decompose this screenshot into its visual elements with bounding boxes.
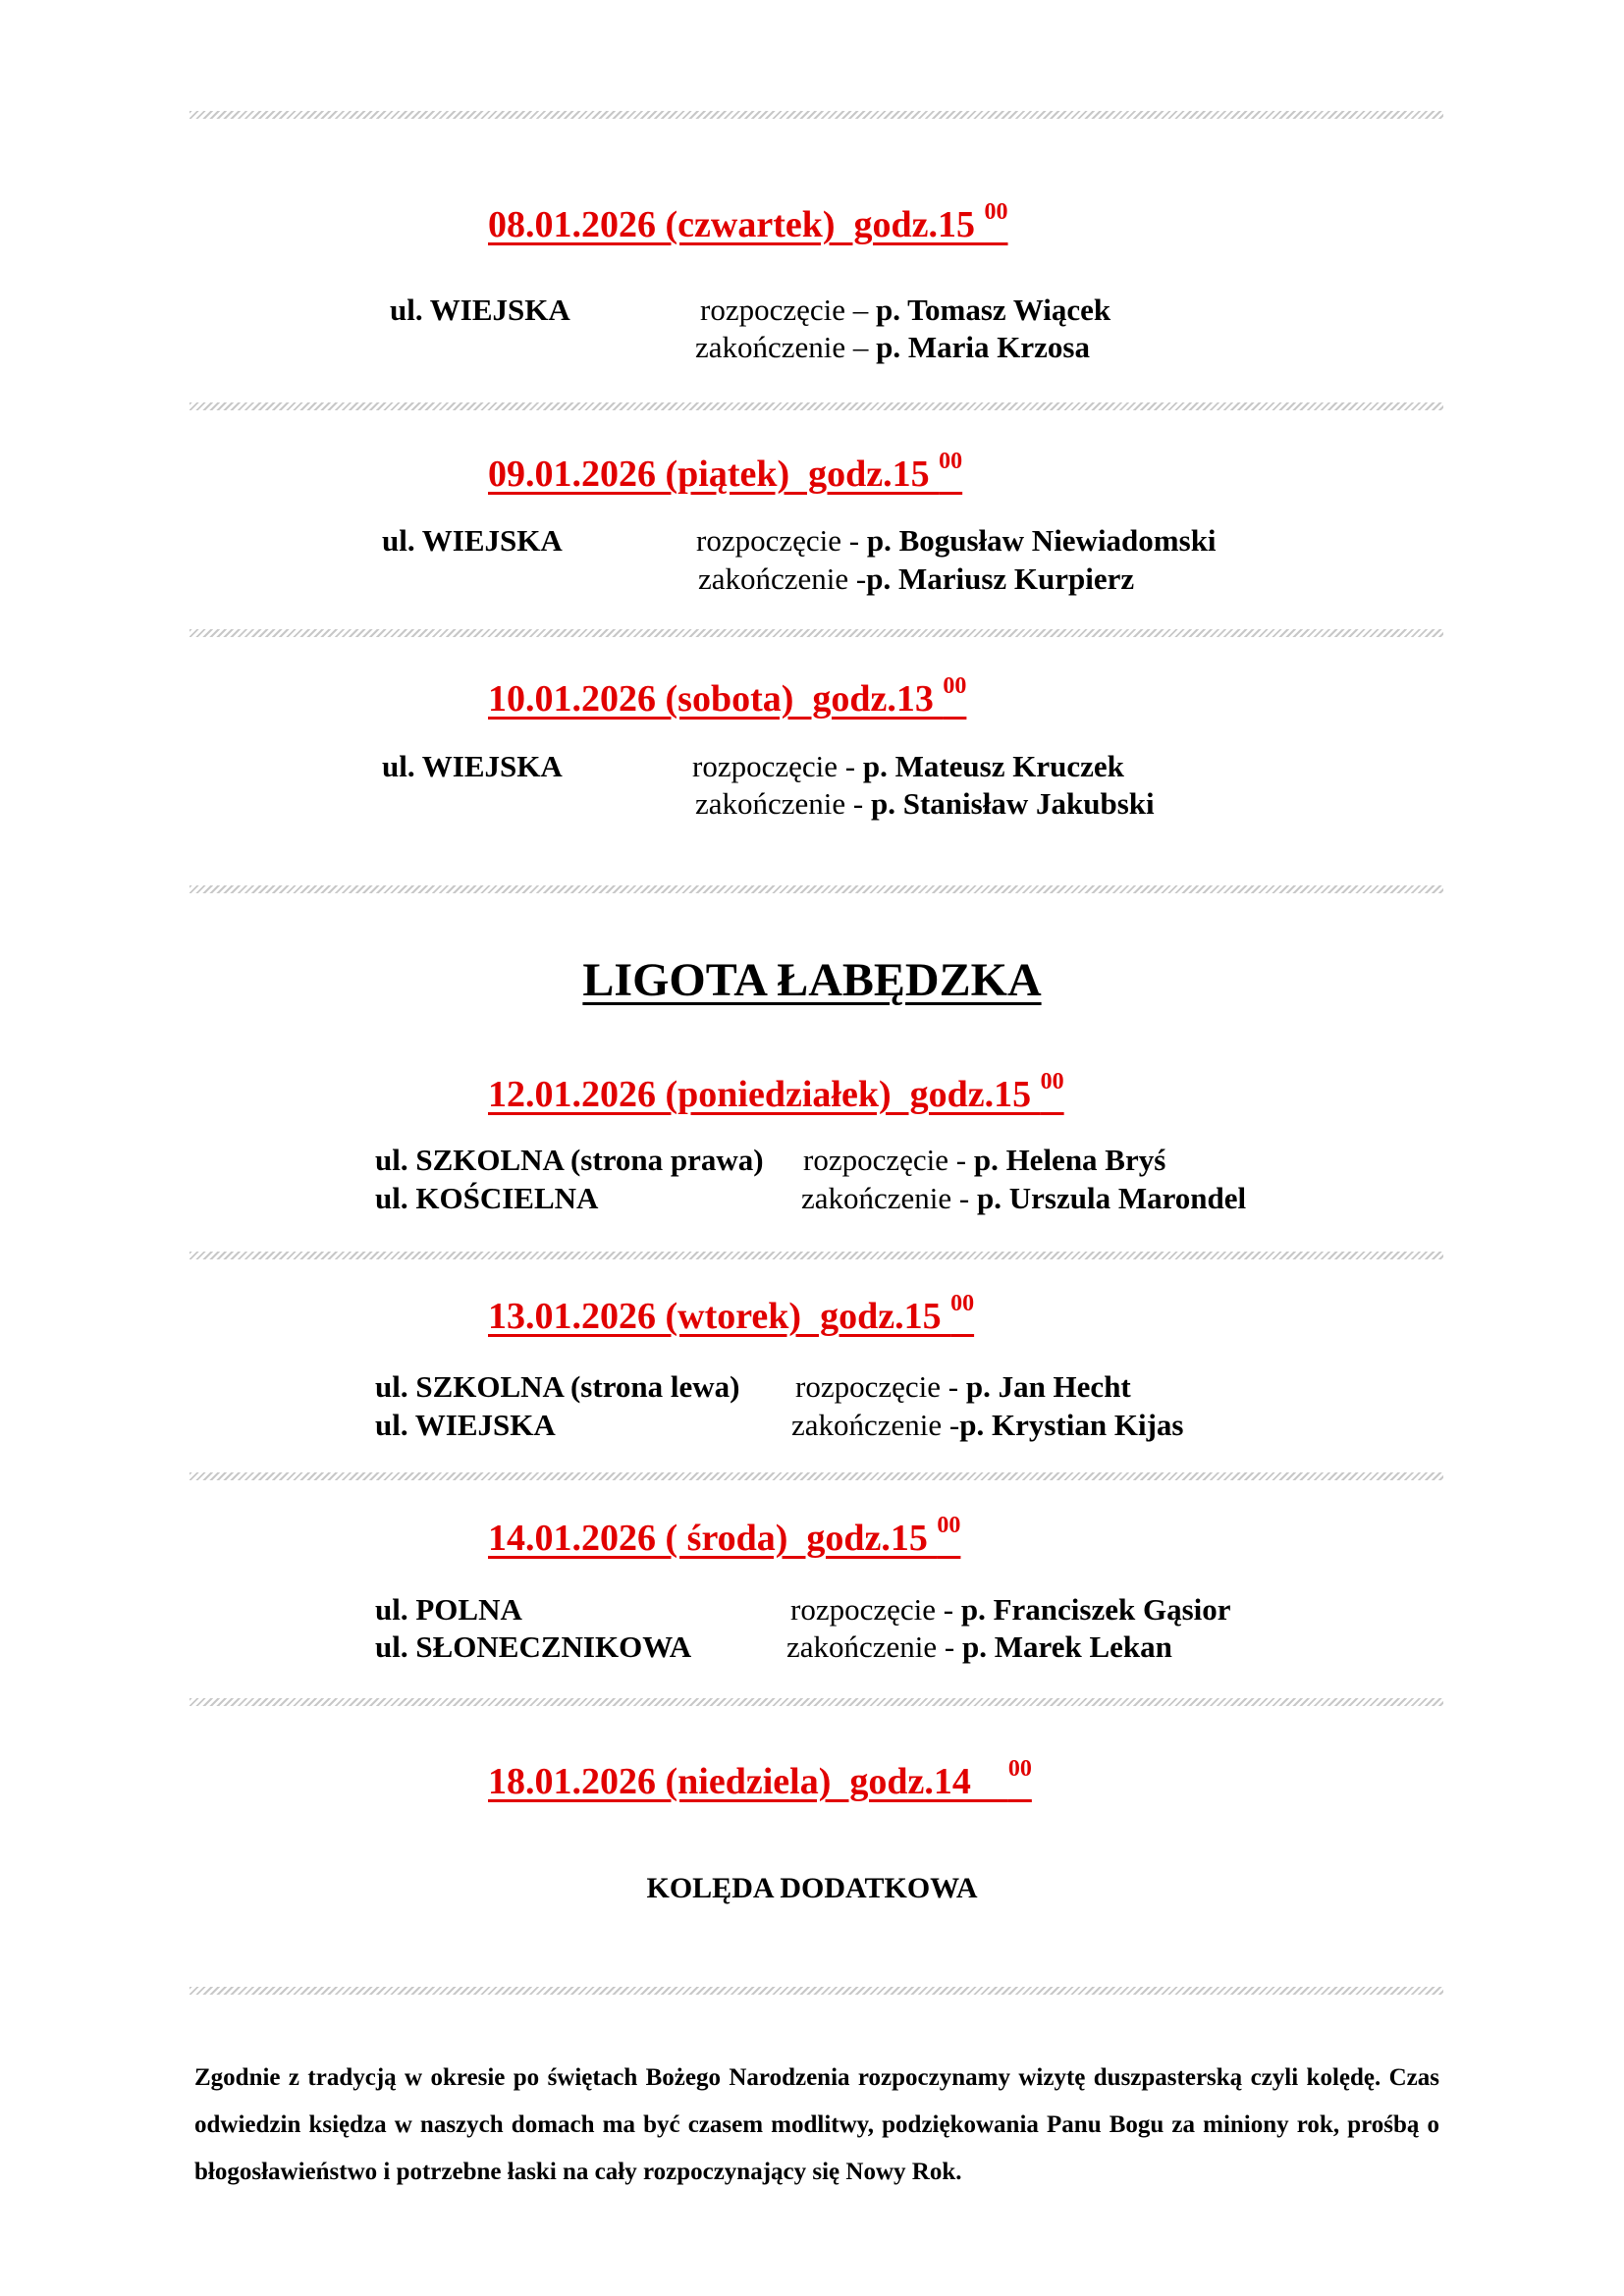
visit-date-heading: 12.01.2026 (poniedziałek) godz.15 $^{00}$ <box>488 1069 1064 1115</box>
assignment-line: rozpoczęcie - p. Helena Bryś <box>803 1143 1166 1177</box>
assignment-line: zakończenie - p. Marek Lekan <box>786 1629 1172 1664</box>
street-name: ul. SZKOLNA (strona prawa) <box>375 1143 764 1177</box>
assignment-line: zakończenie -p. Krystian Kijas <box>791 1408 1184 1442</box>
visit-date-heading: 18.01.2026 (niedziela) godz.14 $^{00}$ <box>488 1756 1032 1802</box>
assignment-line: rozpoczęcie - p. Franciszek Gąsior <box>790 1592 1231 1627</box>
assignment-line: rozpoczęcie - p. Bogusław Niewiadomski <box>696 523 1217 558</box>
visit-date-heading: 10.01.2026 (sobota) godz.13 $^{00}$ <box>488 673 967 720</box>
assignment-line: zakończenie – p. Maria Krzosa <box>695 330 1090 364</box>
street-name: ul. WIEJSKA <box>390 293 570 327</box>
visit-date-heading: 13.01.2026 (wtorek) godz.15 $^{00}$ <box>488 1291 975 1337</box>
separator <box>189 629 1443 637</box>
assignment-line: zakończenie - p. Stanisław Jakubski <box>695 786 1155 821</box>
street-name: ul. KOŚCIELNA <box>375 1181 599 1215</box>
assignment-line: rozpoczęcie - p. Mateusz Kruczek <box>692 749 1124 783</box>
street-name: ul. WIEJSKA <box>382 523 563 558</box>
assignment-line: rozpoczęcie – p. Tomasz Wiącek <box>700 293 1111 327</box>
separator <box>189 111 1443 119</box>
assignment-line: zakończenie -p. Mariusz Kurpierz <box>698 561 1135 596</box>
street-name: ul. WIEJSKA <box>382 749 563 783</box>
separator <box>189 1252 1443 1259</box>
extra-visit-title: KOLĘDA DODATKOWA <box>646 1872 978 1904</box>
street-name: ul. WIEJSKA <box>375 1408 556 1442</box>
separator <box>189 1472 1443 1480</box>
separator <box>189 402 1443 410</box>
section-heading: LIGOTA ŁABĘDZKA <box>582 954 1042 1006</box>
separator <box>189 885 1443 893</box>
visit-date-heading: 08.01.2026 (czwartek) godz.15 $^{00}$ <box>488 199 1008 245</box>
street-name: ul. SŁONECZNIKOWA <box>375 1629 692 1664</box>
closing-paragraph: Zgodnie z tradycją w okresie po świętach Bożego Narodzenia rozpoczynamy wizytę duszpasterską czyli kolędę. Czas odwiedzin księdza w naszych domach ma być czasem modlitwy, podziękowania Panu Bogu za miniony rok, prośbą o błogosławieństwo i potrzebne łaski na cały rozpoczynający się Nowy Rok. <box>194 2064 1439 2185</box>
separator <box>189 1987 1443 1995</box>
street-name: ul. POLNA <box>375 1592 522 1627</box>
visit-date-heading: 14.01.2026 ( środa) godz.15 $^{00}$ <box>488 1513 961 1559</box>
street-name: ul. SZKOLNA (strona lewa) <box>375 1369 740 1404</box>
assignment-line: rozpoczęcie - p. Jan Hecht <box>795 1369 1131 1404</box>
separator <box>189 1698 1443 1706</box>
visit-date-heading: 09.01.2026 (piątek) godz.15 $^{00}$ <box>488 449 963 495</box>
assignment-line: zakończenie - p. Urszula Marondel <box>801 1181 1247 1215</box>
